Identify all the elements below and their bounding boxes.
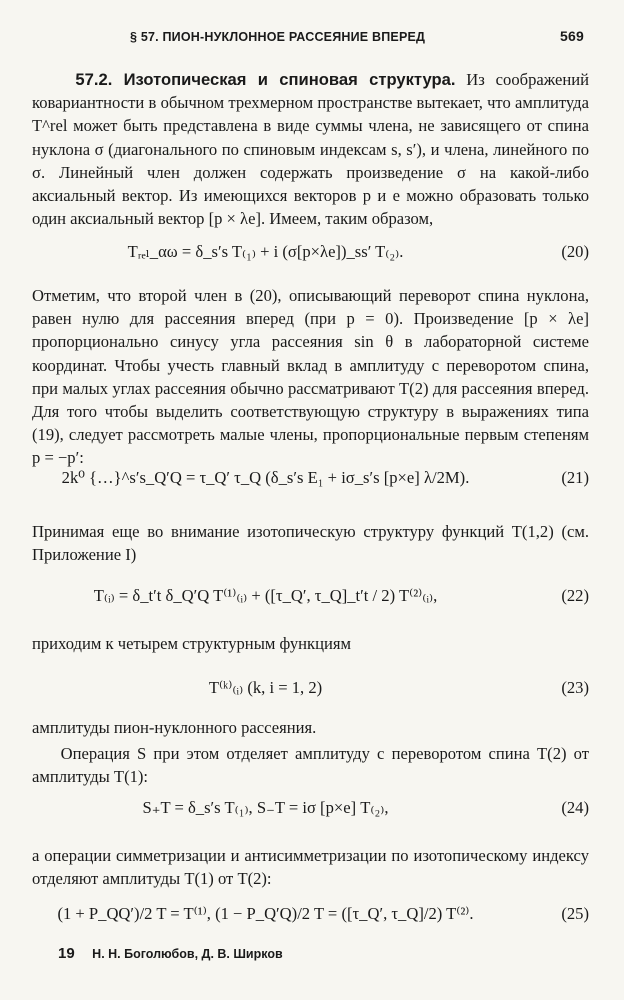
paragraph-2: Отметим, что второй член в (20), описывающий переворот спина нуклона, равен нулю для рассеяния вперед (при p = 0). Произведение [p × λe] пропорционально синусу угла рассеяния sin θ в лабораторной системе координат. Чтобы учесть главный вклад в амплитуду с переворотом спина, при малых углах рассеяния обычно рассматривают T(2) для рассеяния вперед. Для того чтобы выделить соответствующую структуру в выражениях типа (19), следует рассмотреть малые члены, пропорциональные первым степеням p = −p′:	[32, 286, 589, 468]
equation-20-number: (20)	[561, 242, 589, 261]
paragraph-3: Принимая еще во внимание изотопическую структуру функций T(1,2) (см. Приложение I)	[32, 522, 589, 565]
paragraph-1	[32, 68, 589, 230]
running-header	[0, 26, 624, 46]
equation-21	[32, 462, 589, 496]
paragraph-6-text: Операция S при этом отделяет амплитуду с переворотом спина T(2) от амплитуды T(1):	[32, 744, 590, 787]
page-footer	[58, 945, 283, 962]
paragraph-6	[32, 742, 589, 788]
page-number: 569	[560, 28, 584, 44]
equation-23-body: T⁽ᵏ⁾₍ᵢ₎ (k, i = 1, 2)	[208, 678, 323, 697]
paragraph-5: амплитуды пион-нуклонного рассеяния.	[32, 718, 317, 737]
equation-22-body: T₍ᵢ₎ = δ_t′t δ_Q′Q T⁽¹⁾₍ᵢ₎ + ([τ_Q′, τ_Q]_t′t / 2) T⁽²⁾₍ᵢ₎,	[93, 586, 438, 605]
subsection-title: 57.2. Изотопическая и спиновая структура.	[75, 70, 456, 89]
equation-23	[32, 672, 589, 706]
equation-22	[32, 580, 589, 614]
signature-number: 19	[58, 945, 75, 962]
section-header: § 57. ПИОН-НУКЛОННОЕ РАССЕЯНИЕ ВПЕРЕД	[130, 30, 426, 44]
equation-21-body: 2k⁰ {…}^s′s_Q′Q = τ_Q′ τ_Q (δ_s′s E₁ + iσ_s′s [p×e] λ/2M).	[61, 468, 470, 487]
equation-25-number: (25)	[561, 904, 589, 923]
equation-24-body: S₊T = δ_s′s T₍₁₎, S₋T = iσ [p×e] T₍₂₎,	[142, 798, 389, 817]
equation-24	[32, 792, 589, 826]
paragraph-4: приходим к четырем структурным функциям	[32, 634, 351, 653]
authors: Н. Н. Боголюбов, Д. В. Ширков	[92, 947, 283, 961]
paragraph-7: а операции симметризации и антисимметризации по изотопическому индексу отделяют амплитуды T(1) от T(2):	[32, 846, 589, 889]
equation-24-number: (24)	[561, 798, 589, 817]
equation-25	[32, 898, 589, 932]
equation-25-body: (1 + P_QQ′)/2 T = T⁽¹⁾, (1 − P_Q′Q)/2 T = ([τ_Q′, τ_Q]/2) T⁽²⁾.	[57, 904, 474, 923]
equation-20	[32, 236, 589, 270]
equation-21-number: (21)	[561, 468, 589, 487]
equation-20-body: Tᵣₑₗ_αω = δ_s′s T₍₁₎ + i (σ[p×λe])_ss′ T₍₂₎.	[127, 242, 404, 261]
paragraph-1-text: Из соображений ковариантности в обычном трехмерном пространстве вытекает, что амплитуда T^rel может быть представлена в виде суммы члена, не зависящего от спина нуклона σ (диагонального по спиновым индексам s, s′), и члена, линейного по σ. Линейный член должен содержать произведение σ на какой-либо аксиальный вектор. Из имеющихся векторов p и e можно образовать только один аксиальный вектор [p × λe]. Имеем, таким образом,	[32, 70, 589, 229]
equation-22-number: (22)	[561, 586, 589, 605]
equation-23-number: (23)	[561, 678, 589, 697]
